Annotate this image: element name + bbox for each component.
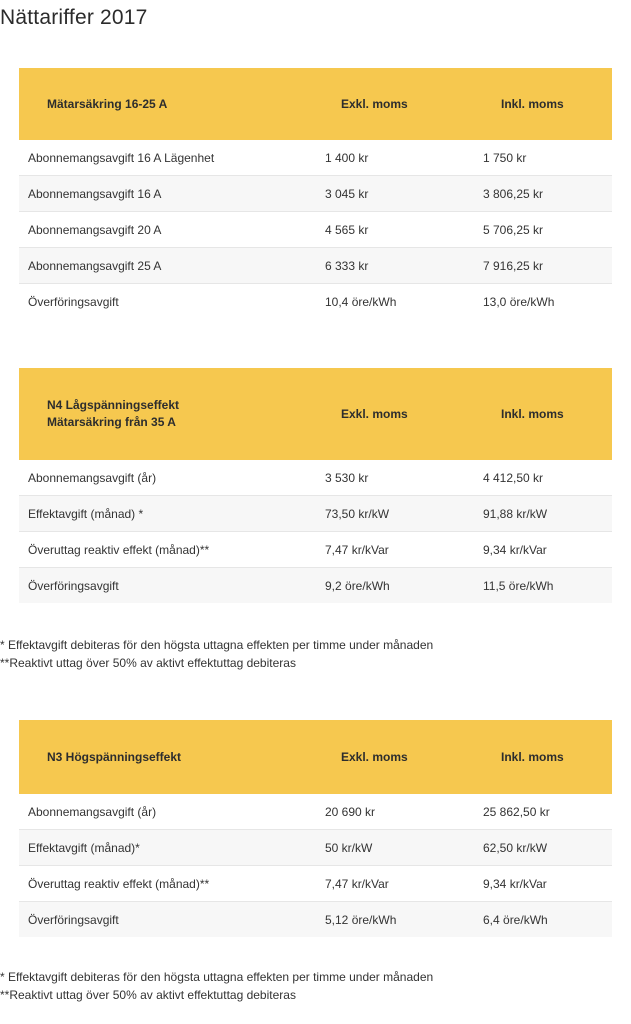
table-row [19,284,612,320]
header-excl-vat: Exkl. moms [341,407,408,421]
row-excl: 7,47 kr/kVar [325,532,483,568]
page-title: Nättariffer 2017 [0,6,148,29]
table-row [19,532,612,568]
footnote-reactive: **Reaktivt uttag över 50% av aktivt effektuttag debiteras [0,656,296,670]
row-incl: 9,34 kr/kVar [483,866,612,902]
row-label: Överföringsavgift [28,578,119,593]
row-incl: 1 750 kr [483,140,612,176]
table-row [19,460,612,496]
table-row [19,866,612,902]
table-row [19,140,612,176]
footnotes-n3 [0,968,433,1004]
header-incl-vat: Inkl. moms [501,750,564,764]
row-excl: 1 400 kr [325,140,483,176]
row-incl: 9,34 kr/kVar [483,532,612,568]
row-label: Överuttag reaktiv effekt (månad)** [19,866,325,902]
row-label: Effektavgift (månad)* [19,830,325,866]
row-label: Abonnemangsavgift 25 A [19,248,325,284]
row-incl: 62,50 kr/kW [483,830,612,866]
table-row [19,212,612,248]
row-excl: 10,4 öre/kWh [325,294,397,309]
row-excl: 3 530 kr [325,460,483,496]
tariff-table-16-25a [19,68,612,319]
table-row [19,248,612,284]
row-incl: 13,0 öre/kWh [483,294,555,309]
table-row [19,794,612,830]
row-label: Överföringsavgift [28,912,119,927]
row-excl: 3 045 kr [325,176,483,212]
header-category: Mätarsäkring 16-25 A [47,96,168,111]
row-incl: 91,88 kr/kW [483,496,612,532]
table-header [19,720,612,794]
row-excl: 7,47 kr/kVar [325,866,483,902]
header-excl-vat: Exkl. moms [341,97,408,111]
row-label: Abonnemangsavgift 20 A [19,212,325,248]
row-label: Överuttag reaktiv effekt (månad)** [19,532,325,568]
row-excl: 5,12 öre/kWh [325,912,397,927]
table-header [19,368,612,460]
table-row [19,176,612,212]
tariff-table-n3 [19,720,612,937]
row-incl: 3 806,25 kr [483,176,612,212]
row-label: Överföringsavgift [28,294,119,309]
row-label: Abonnemangsavgift 16 A Lägenhet [19,140,325,176]
header-incl-vat: Inkl. moms [501,97,564,111]
row-incl: 5 706,25 kr [483,212,612,248]
header-category: N3 Högspänningseffekt [47,749,182,764]
footnote-effect: * Effektavgift debiteras för den högsta uttagna effekten per timme under månaden [0,970,434,984]
table-header [19,68,612,140]
table-row [19,902,612,938]
footnote-effect: * Effektavgift debiteras för den högsta uttagna effekten per timme under månaden [0,638,434,652]
row-excl: 73,50 kr/kW [325,496,483,532]
row-label: Abonnemangsavgift 16 A [19,176,325,212]
row-label: Abonnemangsavgift (år) [19,794,325,830]
row-incl: 7 916,25 kr [483,248,612,284]
row-incl: 6,4 öre/kWh [483,912,548,927]
row-incl: 4 412,50 kr [483,460,612,496]
header-category: N4 Lågspänningseffekt Mätarsäkring från 35 A [47,398,180,429]
table-row [19,568,612,604]
row-incl: 11,5 öre/kWh [483,578,554,593]
table-row [19,830,612,866]
tariff-table-n4 [19,368,612,603]
row-excl: 6 333 kr [325,248,483,284]
header-excl-vat: Exkl. moms [341,750,408,764]
row-excl: 50 kr/kW [325,830,483,866]
row-excl: 9,2 öre/kWh [325,578,390,593]
row-label: Abonnemangsavgift (år) [19,460,325,496]
row-incl: 25 862,50 kr [483,794,612,830]
row-excl: 20 690 kr [325,794,483,830]
footnote-reactive: **Reaktivt uttag över 50% av aktivt effektuttag debiteras [0,988,296,1002]
row-label: Effektavgift (månad) * [19,496,325,532]
footnotes-n4 [0,636,433,672]
row-excl: 4 565 kr [325,212,483,248]
table-row [19,496,612,532]
header-incl-vat: Inkl. moms [501,407,564,421]
